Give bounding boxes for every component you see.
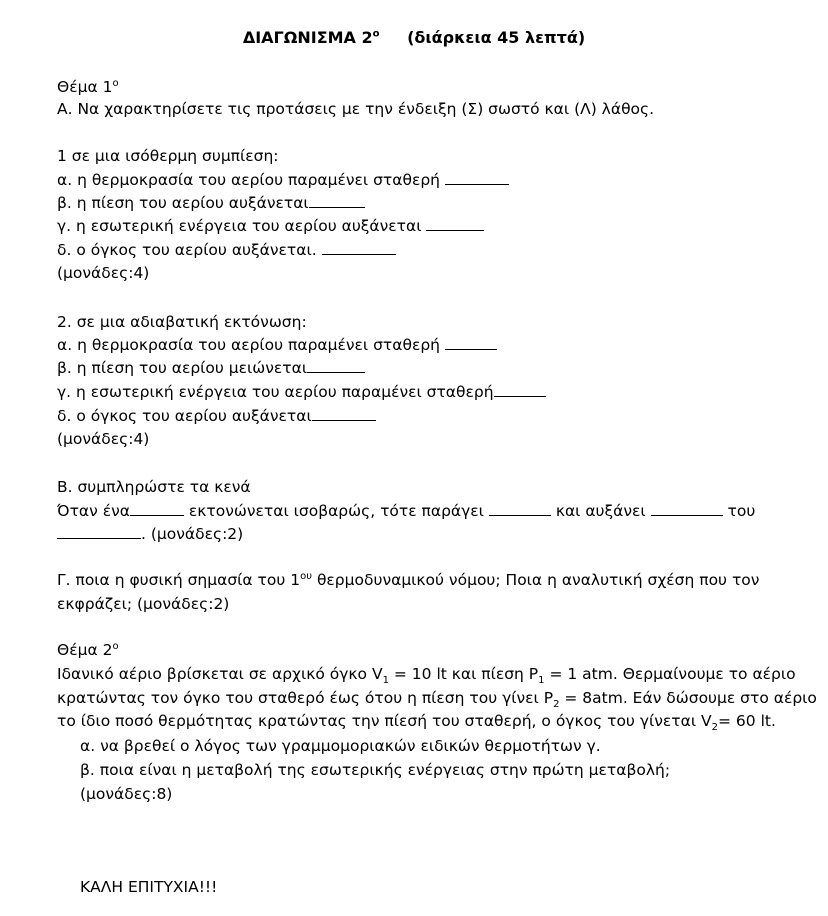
fill-blank[interactable]: [489, 501, 551, 516]
q2-heading: Θέμα $2^o$: [57, 640, 119, 659]
q1-partC-line2: εκφράζει; (μονάδες:2): [57, 595, 230, 613]
q1-partB-title: Β. συμπληρώστε τα κενά: [57, 478, 251, 496]
title-sup: ο: [372, 28, 380, 40]
exam-title: [0, 28, 828, 47]
answer-blank[interactable]: [322, 240, 396, 255]
q1-group2-item: γ. η εσωτερική ενέργεια του αερίου παραμένει σταθερή: [57, 382, 546, 402]
q1-partB-sentence-end: . (μονάδες:2): [57, 524, 243, 544]
q1-group2-item: δ. ο όγκος του αερίου αυξάνεται: [57, 406, 376, 426]
q1-group2-item: β. η πίεση του αερίου μειώνεται: [57, 358, 365, 378]
answer-blank[interactable]: [445, 335, 497, 350]
q1-partB-sentence: Όταν ένα εκτονώνεται ισοβαρώς, τότε παράγει και αυξάνει του: [57, 502, 756, 520]
answer-blank[interactable]: [494, 382, 546, 397]
fill-blank[interactable]: [651, 501, 723, 516]
q1-group2-item: α. η θερμοκρασία του αερίου παραμένει σταθερή: [57, 335, 497, 355]
q1-group1-marks: (μονάδες:4): [57, 264, 150, 282]
q1-group2-marks: (μονάδες:4): [57, 430, 150, 448]
q2-item-b: β. ποια είναι η μεταβολή της εσωτερικής ενέργειας στην πρώτη μεταβολή;: [80, 761, 671, 779]
q2-paragraph-line2: κρατώντας τον όγκο του σταθερό έως ότου η πίεση του γίνει $P_2 = 8atm$. Εάν δώσουμε στο αέριο: [57, 689, 817, 711]
answer-blank[interactable]: [445, 170, 509, 185]
q2-paragraph-line1: Ιδανικό αέριο βρίσκεται σε αρχικό όγκο $V_1 = 10$ lt και πίεση $P_1 = 1$ atm. Θερμαίνουμε το αέριο: [57, 665, 796, 687]
q1-partC-line1: Γ. ποια η φυσική σημασία του $1^{o\upsilon}$ θερμοδυναμικού νόμου; Ποια η αναλυτική σχέση που τον: [57, 570, 760, 589]
closing-text: ΚΑΛΗ ΕΠΙΤΥΧΙΑ!!!: [80, 878, 218, 896]
q2-paragraph-line3: το ίδιο ποσό θερμότητας κρατώντας την πίεσή του σταθερή, ο όγκος του γίνεται $V_2= 60$ lt.: [57, 712, 776, 734]
q2-marks: (μονάδες:8): [80, 785, 173, 803]
q1-group1-title: 1 σε μια ισόθερμη συμπίεση:: [57, 147, 279, 165]
q1-group1-item: α. η θερμοκρασία του αερίου παραμένει σταθερή: [57, 170, 509, 190]
q1-group1-item: δ. ο όγκος του αερίου αυξάνεται.: [57, 240, 396, 260]
answer-blank[interactable]: [307, 358, 365, 373]
title-duration: (διάρκεια 45 λεπτά): [407, 28, 586, 47]
q1-group2-title: 2. σε μια αδιαβατική εκτόνωση:: [57, 313, 307, 331]
title-main: ΔΙΑΓΩΝΙΣΜΑ 2: [242, 28, 373, 47]
q1-group1-item: γ. η εσωτερική ενέργεια του αερίου αυξάνεται: [57, 216, 484, 236]
answer-blank[interactable]: [309, 193, 365, 208]
fill-blank[interactable]: [130, 501, 184, 516]
q1-partA-intro: Α. Να χαρακτηρίσετε τις προτάσεις με την ένδειξη (Σ) σωστό και (Λ) λάθος.: [57, 100, 655, 118]
answer-blank[interactable]: [426, 216, 484, 231]
answer-blank[interactable]: [312, 406, 376, 421]
q1-group1-item: β. η πίεση του αερίου αυξάνεται: [57, 193, 365, 213]
fill-blank[interactable]: [57, 524, 141, 539]
q1-heading: Θέμα $1^o$: [57, 77, 119, 96]
q2-item-a: α. να βρεθεί ο λόγος των γραμμομοριακών ειδικών θερμοτήτων γ.: [80, 737, 601, 755]
